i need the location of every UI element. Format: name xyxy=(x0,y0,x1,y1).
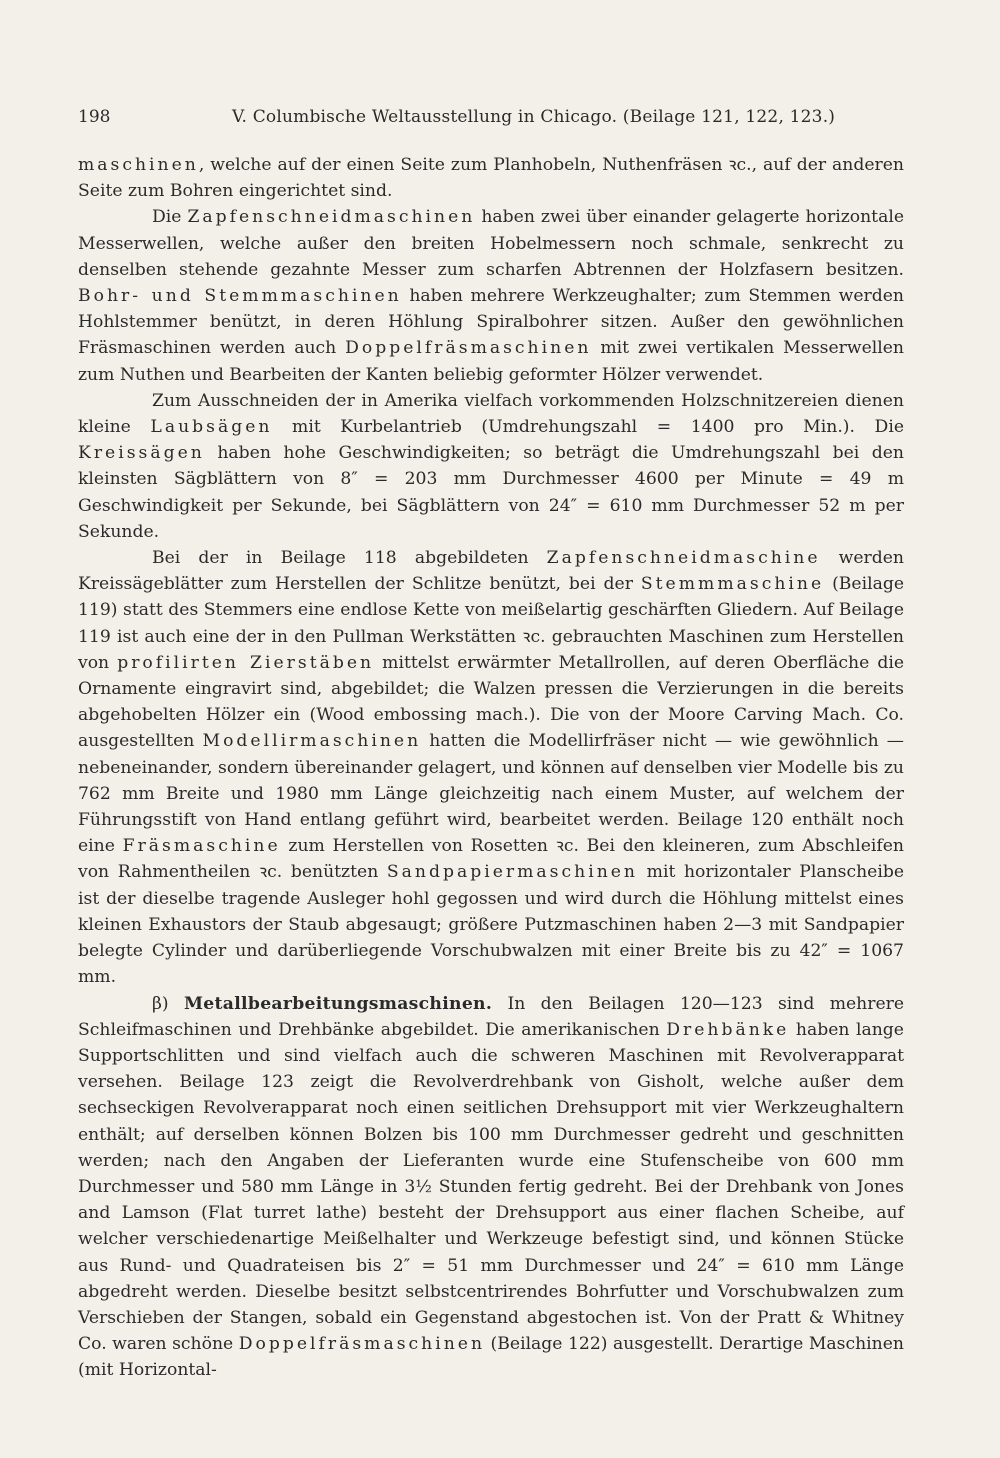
text-run: Die xyxy=(152,207,188,228)
spaced-term: Modellirmaschinen xyxy=(202,731,422,752)
text-run: Bei der in Beilage 118 abgebildeten xyxy=(152,548,547,569)
spaced-term: Doppelfräsmaschinen xyxy=(238,1334,486,1355)
spaced-term: Fräsmaschine xyxy=(122,836,281,857)
text-run: mit Kurbelantrieb (Umdrehungszahl = 1400 pro Min.). Die xyxy=(272,417,904,438)
text-run: haben lange Supportschlitten und sind vielfach auch die schweren Maschinen mit Revolverapparat versehen. Beilage 123 zeigt die Revolverdrehbank von Gisholt, welche außer dem sechseckigen Revolverapparat noch einen seitlichen Drehsupport mit vier Werkzeughaltern enthält; auf derselben können Bolzen bis 100 mm Durchmesser gedreht und geschnitten werden; nach den Angaben der Lieferanten wurde eine Stufenscheibe von 600 mm Durchmesser und 580 mm Länge in 3½ Stunden fertig gedreht. Bei der Drehbank von Jones and Lamson (Flat turret lathe) besteht der Drehsupport aus einer flachen Scheibe, auf welcher verschiedenartige Meißelhalter und Werkzeuge befestigt sind, und können Stücke aus Rund- und Quadrateisen bis 2″ = 51 mm Durchmesser und 24″ = 610 mm Länge abgedreht werden. Dieselbe besitzt selbstcentrirendes Bohrfutter und Vorschubwalzen zum Verschieben der Stangen, sobald ein Gegenstand abgestochen ist. Von der Pratt & Whitney Co. waren schöne xyxy=(78,1019,904,1355)
spaced-term: Sandpapiermaschinen xyxy=(386,862,639,883)
text-run: mit horizontaler Planscheibe ist der dieselbe tragende Ausleger hohl gegossen und wird durch die Höhlung mittelst eines kleinen Exhaustors der Staub abgesaugt; größere Putzmaschinen haben 2—3 mit Sandpapier belegte Cylinder und darüberliegende Vorschubwalzen mit einer Breite bis zu 42″ = 1067 mm. xyxy=(78,862,904,988)
paragraph xyxy=(78,152,904,204)
spaced-term: Doppelfräsmaschinen xyxy=(345,338,592,359)
running-title: V. Columbische Weltausstellung in Chicago. (Beilage 121, 122, 123.) xyxy=(232,107,836,127)
page-number: 198 xyxy=(78,107,111,127)
text-run: β) xyxy=(152,993,184,1014)
paragraph xyxy=(78,545,904,990)
spaced-term: Zapfenschneidmaschinen xyxy=(187,207,476,228)
text-run: werden Kreissägeblätter zum Herstellen der Schlitze benützt, bei der xyxy=(78,548,904,595)
text-run: In den Beilagen 120—123 sind mehrere Schleifmaschinen und Drehbänke abgebildet. Die amerikanischen xyxy=(78,993,905,1040)
spaced-term: Drehbänke xyxy=(666,1019,790,1040)
section-heading: Metallbearbeitungsmaschinen. xyxy=(183,993,493,1014)
page-header xyxy=(78,107,904,133)
spaced-term: Laubsägen xyxy=(150,417,273,438)
text-run: (Beilage 119) statt des Stemmers eine endlose Kette von meißelartig geschärften Gliedern. Auf Beilage 119 ist auch eine der in den Pullman Werkstätten ꝛc. gebrauchten Maschinen zum Herstellen von xyxy=(78,574,904,673)
text-run: , welche auf der einen Seite zum Planhobeln, Nuthenfräsen ꝛc., auf der anderen Seite zum Bohren eingerichtet sind. xyxy=(78,155,904,202)
spaced-term: maschinen xyxy=(78,155,199,175)
text-run: haben zwei über einander gelagerte horizontale Messerwellen, welche außer den breiten Hobelmessern noch schmale, senkrecht zu denselben stehende gezahnte Messer zum scharfen Abtrennen der Holzfasern besitzen. xyxy=(78,207,904,280)
spaced-term: Kreissägen xyxy=(78,443,205,464)
spaced-term: Stemmmaschine xyxy=(640,574,825,595)
spaced-term: Zapfenschneidmaschine xyxy=(546,548,821,569)
paragraph xyxy=(78,388,904,545)
text-run: haben mehrere Werkzeughalter; zum Stemmen werden Hohlstemmer benützt, in deren Höhlung Spiralbohrer sitzen. Außer den gewöhnlichen Fräsmaschinen werden auch xyxy=(78,286,904,359)
text-run: hatten die Modellirfräser nicht — wie gewöhnlich — nebeneinander, sondern übereinander gelagert, und können auf denselben vier Modelle bis zu 762 mm Breite und 1980 mm Länge gleichzeitig nach einem Muster, auf welchem der Führungsstift von Hand entlang geführt wird, bearbeitet werden. Beilage 120 enthält noch eine xyxy=(78,731,904,857)
text-run: haben hohe Geschwindigkeiten; so beträgt die Umdrehungszahl bei den kleinsten Sägblättern von 8″ = 203 mm Durchmesser 4600 per Minute = 49 m Geschwindigkeit per Sekunde, bei Sägblättern von 24″ = 610 mm Durchmesser 52 m per Sekunde. xyxy=(78,443,904,542)
text-run: Zum Ausschneiden der in Amerika vielfach vorkommenden Holzschnitzereien dienen kleine xyxy=(78,390,904,438)
text-run: zum Herstellen von Rosetten ꝛc. Bei den kleineren, zum Abschleifen von Rahmentheilen ꝛc. benützten xyxy=(78,836,904,883)
spaced-term: Bohr- und Stemmmaschinen xyxy=(78,286,402,307)
text-run: mit zwei vertikalen Messerwellen zum Nuthen und Bearbeiten der Kanten beliebig geformter Hölzer verwendet. xyxy=(78,338,904,385)
spaced-term: profilirten Zierstäben xyxy=(117,652,375,673)
page-body xyxy=(78,152,904,1384)
paragraph xyxy=(78,204,904,387)
paragraph xyxy=(78,991,904,1384)
text-run: mittelst erwärmter Metallrollen, auf deren Oberfläche die Ornamente eingravirt sind, abgebildet; die Walzen pressen die Verzierungen in die bereits abgehobelten Hölzer ein (Wood embossing mach.). Die von der Moore Carving Mach. Co. ausgestellten xyxy=(78,652,904,752)
text-run: (Beilage 122) ausgestellt. Derartige Maschinen (mit Horizontal- xyxy=(78,1334,904,1381)
